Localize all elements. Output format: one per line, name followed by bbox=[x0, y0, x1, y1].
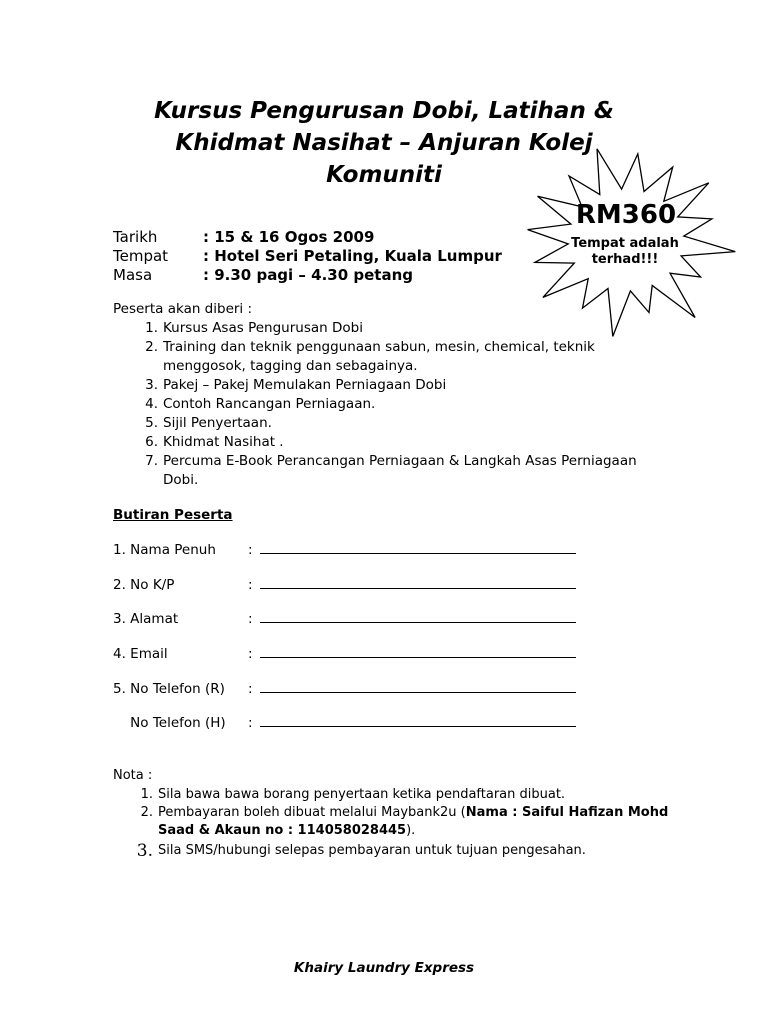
nota-title: Nota : bbox=[113, 768, 153, 783]
form-field-full-name bbox=[113, 541, 576, 558]
list-item bbox=[113, 338, 653, 376]
benefits-intro: Peserta akan diberi : bbox=[113, 301, 253, 317]
info-label: Tempat bbox=[113, 247, 169, 265]
field-label: 4. Email bbox=[113, 646, 168, 662]
field-colon: : bbox=[248, 577, 253, 593]
item-text: Training dan teknik penggunaan sabun, mesin, chemical, teknik menggosok, tagging dan sebagainya. bbox=[163, 339, 595, 374]
title-line-2: Khidmat Nasihat – Anjuran Kolej bbox=[175, 130, 593, 156]
info-value: : 15 & 16 Ogos 2009 bbox=[203, 228, 375, 246]
item-text bbox=[158, 804, 673, 840]
field-label: 3. Alamat bbox=[113, 611, 179, 627]
benefits-list bbox=[113, 319, 653, 490]
item-number: 1. bbox=[140, 787, 153, 802]
list-item bbox=[113, 452, 653, 490]
item-text: Sila SMS/hubungi selepas pembayaran untuk tujuan pengesahan. bbox=[158, 843, 586, 858]
item-number: 5. bbox=[145, 415, 158, 431]
item-text: Sila bawa bawa borang penyertaan ketika pendaftaran dibuat. bbox=[158, 787, 566, 802]
item-text: Kursus Asas Pengurusan Dobi bbox=[163, 320, 363, 336]
field-label: 2. No K/P bbox=[113, 577, 175, 593]
info-row-date bbox=[113, 228, 502, 247]
title-line-1: Kursus Pengurusan Dobi, Latihan & bbox=[154, 98, 614, 124]
list-item bbox=[113, 804, 673, 840]
field-label: 5. No Telefon (R) bbox=[113, 681, 225, 697]
promo-note-line-2: terhad!!! bbox=[591, 252, 659, 267]
info-label: Tarikh bbox=[113, 228, 158, 246]
field-colon: : bbox=[248, 681, 253, 697]
item-text: Percuma E-Book Perancangan Perniagaan & Langkah Asas Perniagaan Dobi. bbox=[163, 453, 637, 488]
list-item bbox=[113, 376, 653, 395]
list-item bbox=[113, 395, 653, 414]
item-number: 3. bbox=[136, 841, 153, 861]
field-label: 1. Nama Penuh bbox=[113, 542, 216, 558]
list-item bbox=[113, 786, 673, 804]
item-number: 7. bbox=[145, 453, 158, 469]
item-number: 2. bbox=[145, 339, 158, 355]
field-colon: : bbox=[248, 542, 253, 558]
form-field-address bbox=[113, 610, 576, 627]
ic-number-line[interactable] bbox=[260, 576, 576, 589]
form-field-phone-home bbox=[113, 680, 576, 697]
section-title-participant: Butiran Peserta bbox=[113, 507, 233, 523]
info-value: : 9.30 pagi – 4.30 petang bbox=[203, 266, 413, 284]
field-label: No Telefon (H) bbox=[113, 715, 226, 731]
price-label: RM360 bbox=[575, 200, 677, 230]
info-label: Masa bbox=[113, 266, 153, 284]
item-text: Pakej – Pakej Memulakan Perniagaan Dobi bbox=[163, 377, 447, 393]
phone-h-line[interactable] bbox=[260, 714, 576, 727]
info-row-time bbox=[113, 266, 502, 285]
list-item bbox=[113, 842, 673, 860]
nota-list bbox=[113, 786, 673, 860]
title-line-3: Komuniti bbox=[326, 162, 442, 188]
list-item bbox=[113, 319, 653, 338]
payment-text-end: ). bbox=[406, 823, 416, 838]
full-name-line[interactable] bbox=[260, 541, 576, 554]
form-field-phone-h bbox=[113, 714, 576, 731]
info-row-place bbox=[113, 247, 502, 266]
form-field-email bbox=[113, 645, 576, 662]
promo-note-line-1: Tempat adalah bbox=[571, 236, 679, 251]
phone-r-line[interactable] bbox=[260, 680, 576, 693]
address-line[interactable] bbox=[260, 610, 576, 623]
list-item bbox=[113, 433, 653, 452]
item-number: 3. bbox=[145, 377, 158, 393]
footer-brand: Khairy Laundry Express bbox=[293, 960, 475, 976]
email-line[interactable] bbox=[260, 645, 576, 658]
item-text: Contoh Rancangan Perniagaan. bbox=[163, 396, 376, 412]
item-text: Sijil Penyertaan. bbox=[163, 415, 272, 431]
payment-text: Pembayaran boleh dibuat melalui Maybank2u ( bbox=[158, 805, 466, 820]
field-colon: : bbox=[248, 646, 253, 662]
item-number: 4. bbox=[145, 396, 158, 412]
item-number: 2. bbox=[140, 805, 153, 820]
account-details: Nama : Saiful Hafizan Mohd Saad & Akaun no : 114058028445 bbox=[158, 805, 669, 838]
promo-note bbox=[560, 236, 690, 268]
item-number: 1. bbox=[145, 320, 158, 336]
field-colon: : bbox=[248, 611, 253, 627]
form-field-ic bbox=[113, 576, 576, 593]
item-number: 6. bbox=[145, 434, 158, 450]
item-text: Khidmat Nasihat . bbox=[163, 434, 284, 450]
field-colon: : bbox=[248, 715, 253, 731]
info-value: : Hotel Seri Petaling, Kuala Lumpur bbox=[203, 247, 502, 265]
list-item bbox=[113, 414, 653, 433]
event-info bbox=[113, 228, 502, 285]
